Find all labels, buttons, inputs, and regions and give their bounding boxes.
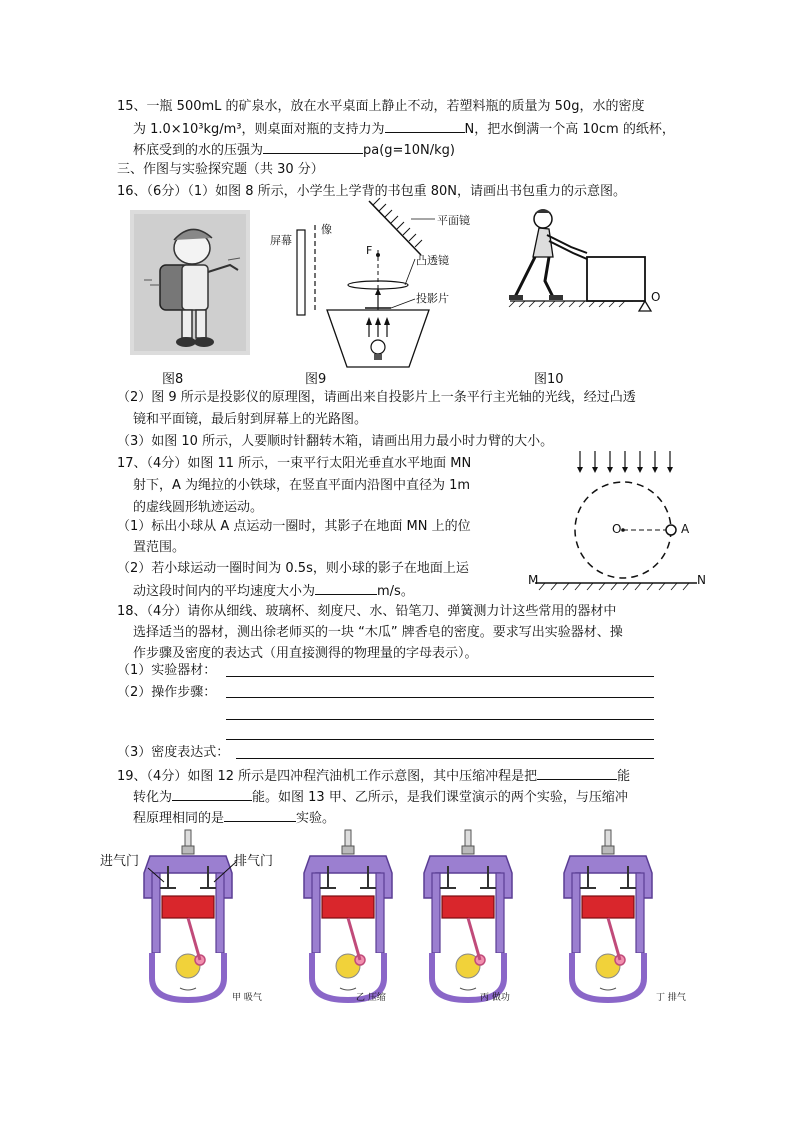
q15-blank-support[interactable] <box>385 118 465 133</box>
q15-line2: 为 1.0×10³kg/m³，则桌面对瓶的支持力为 N，把水倒满一个高 10cm 的纸杯， <box>133 118 675 140</box>
q18-answer-line-equipment[interactable] <box>226 676 654 677</box>
fig9-label-slide: 投影片 <box>416 292 449 305</box>
fig9-caption: 图9 <box>305 372 327 387</box>
figure-11-circle <box>525 445 710 595</box>
q18-item1: （1）实验器材： <box>117 663 217 678</box>
q18-answer-line-steps-3[interactable] <box>226 739 654 740</box>
q18-answer-line-steps-1[interactable] <box>226 697 654 698</box>
q18-item3: （3）密度表达式： <box>117 745 230 760</box>
fig8-caption: 图8 <box>162 372 184 387</box>
q18-line2: 选择适当的器材，测出徐老师买的一块 “木瓜” 牌香皂的密度。要求写出实验器材、操 <box>133 625 623 640</box>
q18-line1: 18、（4分）请你从细线、玻璃杯、刻度尺、水、铅笔刀、弹簧测力计这些常用的器材中 <box>117 604 617 619</box>
q15-blank-pressure[interactable] <box>263 139 363 154</box>
q17-p1-line2: 置范围。 <box>133 540 186 555</box>
q17-p2-line1: （2）若小球运动一圈时间为 0.5s，则小球的影子在地面上运 <box>117 561 469 576</box>
figure-10-box <box>505 205 665 325</box>
stroke-label-power: 丙 做功 <box>480 993 510 1003</box>
q19-blank-experiment[interactable] <box>224 807 296 822</box>
fig9-label-focus: F <box>366 244 373 257</box>
q16-line1: 16、（6分）（1）如图 8 所示，小学生上学背的书包重 80N，请画出书包重力的示意图。 <box>117 184 627 199</box>
q18-answer-line-formula[interactable] <box>236 758 654 759</box>
q17-line3: 的虚线圆形轨迹运动。 <box>133 500 264 515</box>
label-intake-valve: 进气门 <box>100 854 140 869</box>
q17-line1: 17、（4分）如图 11 所示，一束平行太阳光垂直水平地面 MN <box>117 456 472 471</box>
stroke-label-compression: 乙 压缩 <box>356 993 386 1003</box>
q16-p2-line1: （2）图 9 所示是投影仪的原理图，请画出来自投影片上一条平行主光轴的光线，经过凸透 <box>117 390 636 405</box>
label-exhaust-valve: 排气门 <box>234 854 274 869</box>
fig9-label-mirror: 平面镜 <box>437 214 470 227</box>
stroke-label-exhaust: 丁 排气 <box>656 993 686 1003</box>
fig11-label-center: O <box>612 522 622 536</box>
fig9-label-image: 像 <box>321 223 332 236</box>
figure-9-projector <box>265 195 465 375</box>
fig11-label-ball: A <box>681 522 690 536</box>
fig9-label-screen: 屏幕 <box>270 234 292 247</box>
q16-p3: （3）如图 10 所示，人要顺时针翻转木箱，请画出用力最小时力臂的大小。 <box>117 434 554 449</box>
q17-p2-line2: 动这段时间内的平均速度大小为 m/s。 <box>133 580 414 602</box>
engine-diagrams <box>100 828 700 1008</box>
q16-p2-line2: 镜和平面镜，最后射到屏幕上的光路图。 <box>133 412 368 427</box>
q15-line3: 杯底受到的水的压强为 pa(g=10N/kg) <box>133 139 455 161</box>
fig9-label-lens: 凸透镜 <box>416 254 449 267</box>
figure-8-student <box>130 210 250 355</box>
q19-line1: 19、（4分）如图 12 所示是四冲程汽油机工作示意图，其中压缩冲程是把 能 <box>117 765 630 787</box>
q17-blank-speed[interactable] <box>315 580 377 595</box>
fig11-label-m: M <box>528 573 539 587</box>
q17-line2: 射下，A 为绳拉的小铁球，在竖直平面内沿图中直径为 1m <box>133 478 471 493</box>
section-title: 三、作图与实验探究题（共 30 分） <box>117 162 324 177</box>
q17-p1-line1: （1）标出小球从 A 点运动一圈时，其影子在地面 MN 上的位 <box>117 519 471 534</box>
fig10-label-pivot: O <box>651 290 661 304</box>
q19-blank-energy-to[interactable] <box>172 786 252 801</box>
q19-line2: 转化为 能。如图 13 甲、乙所示，是我们课堂演示的两个实验，与压缩冲 <box>133 786 628 808</box>
q19-blank-energy-from[interactable] <box>537 765 617 780</box>
fig11-label-n: N <box>697 573 706 587</box>
q18-line3: 作步骤及密度的表达式（用直接测得的物理量的字母表示）。 <box>133 646 478 661</box>
q18-answer-line-steps-2[interactable] <box>226 719 654 720</box>
stroke-label-intake: 甲 吸气 <box>232 993 262 1003</box>
q19-line3: 程原理相同的是 实验。 <box>133 807 335 829</box>
fig10-caption: 图10 <box>534 372 564 387</box>
q18-item2: （2）操作步骤： <box>117 685 217 700</box>
q15-line1: 15、一瓶 500mL 的矿泉水，放在水平桌面上静止不动，若塑料瓶的质量为 50g，水的密度 <box>117 99 645 114</box>
